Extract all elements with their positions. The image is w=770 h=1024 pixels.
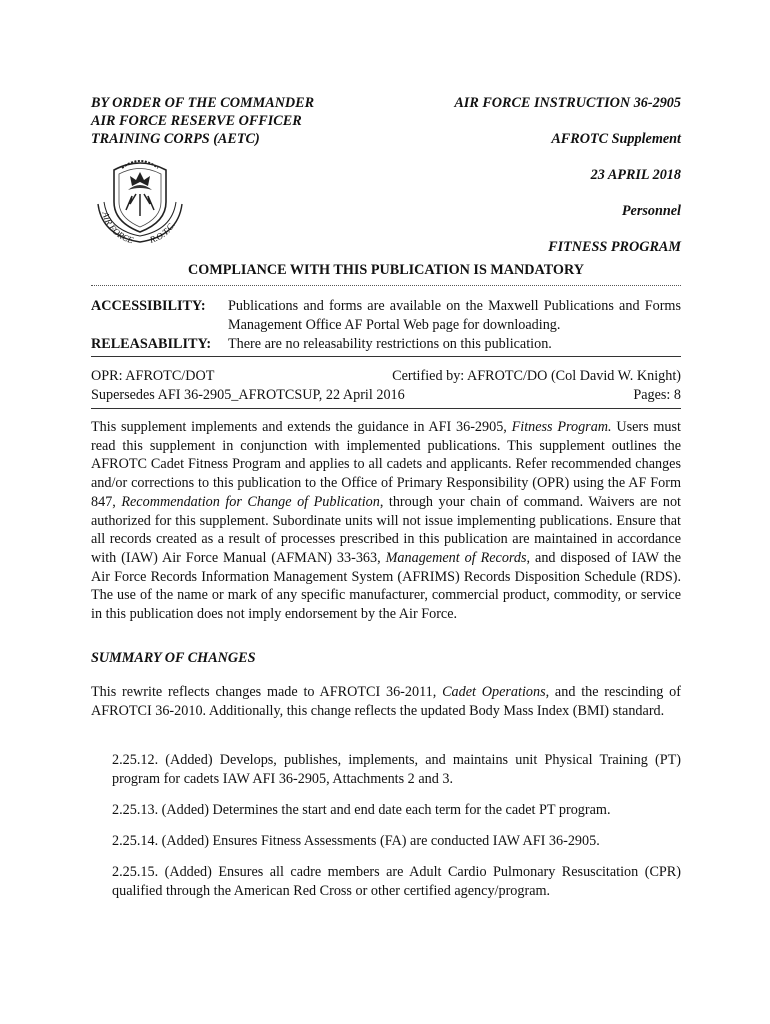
authority-line-3: TRAINING CORPS (AETC) — [91, 131, 260, 147]
page-count: Pages: 8 — [633, 387, 681, 403]
opr-office: OPR: AFROTC/DOT — [91, 368, 215, 384]
afrotc-seal-icon — [92, 150, 188, 246]
accessibility-text: Publications and forms are available on the Maxwell Publications and Forms Management Office AF Portal Web page for downloading. — [228, 298, 681, 333]
releasability-label: RELEASABILITY: — [91, 336, 212, 352]
supersedes: Supersedes AFI 36-2905_AFROTCSUP, 22 April 2016 — [91, 387, 405, 403]
publication-title: FITNESS PROGRAM — [548, 239, 681, 255]
opr-row — [91, 367, 681, 386]
intro-italic-title: Recommendation for Change of Publication — [121, 493, 380, 510]
releasability-row — [91, 335, 681, 354]
releasability-text: There are no releasability restrictions on this publication. — [228, 336, 552, 352]
summary-text: , and the rescinding of AFROTCI 36-2010. Additionally, this change reflects the updated Body Mass Index (BMI) standard. — [91, 684, 681, 719]
publication-identifier — [454, 94, 681, 256]
change-item: 2.25.15. (Added) Ensures all cadre members are Adult Cardio Pulmonary Resuscitation (CPR) qualified through the American Red Cross or other certified agency/program. — [112, 864, 681, 900]
supersedes-row — [91, 386, 681, 405]
authority-line-1: BY ORDER OF THE COMMANDER — [91, 95, 315, 111]
changes-list — [112, 751, 681, 913]
issuing-authority — [91, 94, 351, 148]
intro-italic-title: Fitness Program. — [511, 419, 612, 435]
intro-text: , and disposed of IAW the Air Force Records Information Management System (AFRIMS) Records Disposition Schedule (RDS). The use of the name or mark of any specific manufacturer, commercial product, commodity, or service in this publication does not imply endorsement by the Air Force. — [91, 549, 681, 623]
summary-italic-title: Cadet Operations — [442, 684, 546, 700]
opr-block — [91, 367, 681, 405]
distribution-block — [91, 297, 681, 354]
compliance-statement: COMPLIANCE WITH THIS PUBLICATION IS MANDATORY — [188, 262, 584, 278]
summary-paragraph — [91, 683, 681, 720]
intro-text: This supplement implements and extends the guidance in AFI 36-2905, — [91, 419, 512, 435]
intro-italic-title: Management of Records — [385, 549, 527, 566]
accessibility-label: ACCESSIBILITY: — [91, 298, 206, 314]
emblem-top-text: AIR FORCE — [100, 210, 135, 246]
category-label: Personnel — [621, 203, 681, 219]
intro-paragraph — [91, 418, 681, 624]
instruction-number: AIR FORCE INSTRUCTION 36-2905 — [454, 95, 681, 111]
dotted-divider — [91, 285, 681, 286]
publication-date: 23 APRIL 2018 — [590, 167, 681, 183]
emblem-bottom-text: R.O.T.C. — [148, 220, 177, 245]
divider-line — [91, 356, 681, 357]
intro-text: Users must read this supplement in conjunction with implemented publications. This supplement outlines the AFROTC Cadet Fitness Program and applies to all cadets and applicants. Refer recommended changes and/or corrections to this publication to the Office of Primary Responsibility (OPR) using the AF Form 847, — [91, 419, 681, 510]
summary-text: This rewrite reflects changes made to AFROTCI 36-2011, — [91, 684, 443, 700]
divider-line — [91, 408, 681, 409]
authority-line-2: AIR FORCE RESERVE OFFICER — [91, 113, 302, 129]
summary-heading: SUMMARY OF CHANGES — [91, 650, 256, 666]
intro-text: , through your chain of command. Waivers are not authorized for this supplement. Subordinate units will not issue implementing publications. Ensure that all records created as a result of processes prescribed in this publication are maintained in accordance with (IAW) Air Force Manual (AFMAN) 33-363, — [91, 493, 681, 566]
change-item: 2.25.14. (Added) Ensures Fitness Assessments (FA) are conducted IAW AFI 36-2905. — [112, 833, 600, 850]
change-item: 2.25.12. (Added) Develops, publishes, implements, and maintains unit Physical Training (PT) program for cadets IAW AFI 36-2905, Attachments 2 and 3. — [112, 752, 681, 787]
certified-by: Certified by: AFROTC/DO (Col David W. Knight) — [392, 368, 681, 384]
change-item: 2.25.13. (Added) Determines the start and end date each term for the cadet PT program. — [112, 801, 611, 818]
accessibility-row — [91, 297, 681, 335]
supplement-label: AFROTC Supplement — [551, 131, 681, 147]
